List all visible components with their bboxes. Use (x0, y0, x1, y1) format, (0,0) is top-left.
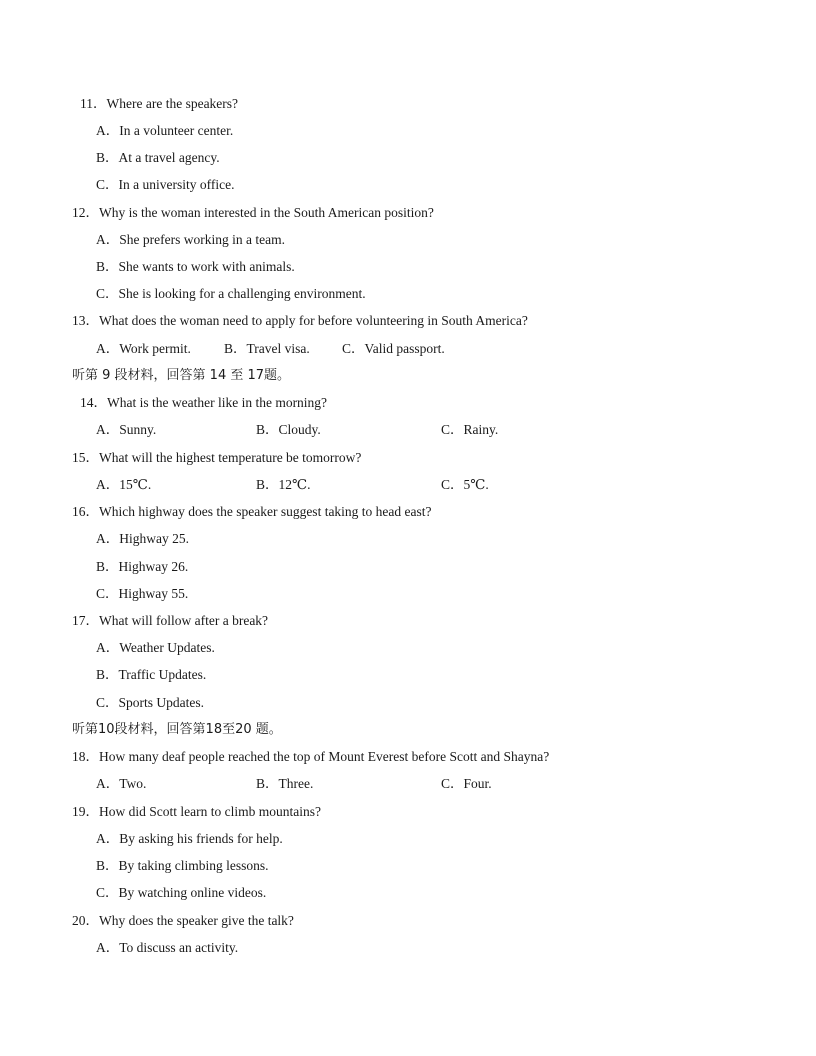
question-12-option-b: B．She wants to work with animals. (96, 259, 295, 274)
question-14-stem: 14．What is the weather like in the morning? (80, 395, 328, 410)
question-19-option-b: B．By taking climbing lessons. (96, 858, 269, 873)
question-14-option-a: A．Sunny. (96, 422, 157, 437)
question-15-option-c: C．5℃. (441, 477, 489, 492)
question-18-option-a: A．Two. (96, 776, 147, 791)
question-19-option-a: A．By asking his friends for help. (96, 831, 283, 846)
question-16-option-b: B．Highway 26. (96, 559, 189, 574)
question-14-option-c: C．Rainy. (441, 422, 499, 437)
question-20-stem: 20．Why does the speaker give the talk? (72, 913, 294, 928)
question-18-stem: 18．How many deaf people reached the top of Mount Everest before Scott and Shayna? (72, 749, 550, 764)
question-11-option-c: C．In a university office. (96, 177, 235, 192)
question-15-stem: 15．What will the highest temperature be tomorrow? (72, 450, 362, 465)
question-17-stem: 17．What will follow after a break? (72, 613, 269, 628)
question-11-option-b: B．At a travel agency. (96, 150, 220, 165)
question-16-option-a: A．Highway 25. (96, 531, 189, 546)
question-13-option-b: B．Travel visa. (224, 341, 310, 356)
question-16-option-c: C．Highway 55. (96, 586, 189, 601)
question-19-option-c: C．By watching online videos. (96, 885, 267, 900)
question-17-option-b: B．Traffic Updates. (96, 667, 207, 682)
question-17-option-c: C．Sports Updates. (96, 695, 204, 710)
question-18-option-c: C．Four. (441, 776, 492, 791)
question-17-option-a: A．Weather Updates. (96, 640, 215, 655)
question-16-stem: 16．Which highway does the speaker suggest taking to head east? (72, 504, 432, 519)
section-10-instruction: 听第10段材料，回答第18至20 题。 (72, 722, 282, 737)
question-12-option-c: C．She is looking for a challenging environment. (96, 286, 366, 301)
question-15-option-a: A．15℃. (96, 477, 152, 492)
question-18-option-b: B．Three. (256, 776, 314, 791)
question-14-option-b: B．Cloudy. (256, 422, 321, 437)
question-12-stem: 12．Why is the woman interested in the South American position? (72, 205, 434, 220)
section-9-instruction: 听第 9 段材料，回答第 14 至 17题。 (72, 368, 291, 383)
question-13-option-c: C．Valid passport. (342, 341, 445, 356)
question-20-option-a: A．To discuss an activity. (96, 940, 239, 955)
question-11-stem: 11．Where are the speakers? (80, 96, 239, 111)
question-13-stem: 13．What does the woman need to apply for before volunteering in South America? (72, 313, 528, 328)
question-12-option-a: A．She prefers working in a team. (96, 232, 285, 247)
question-15-option-b: B．12℃. (256, 477, 311, 492)
question-11-option-a: A．In a volunteer center. (96, 123, 234, 138)
question-19-stem: 19．How did Scott learn to climb mountains? (72, 804, 321, 819)
question-13-option-a: A．Work permit. (96, 341, 191, 356)
